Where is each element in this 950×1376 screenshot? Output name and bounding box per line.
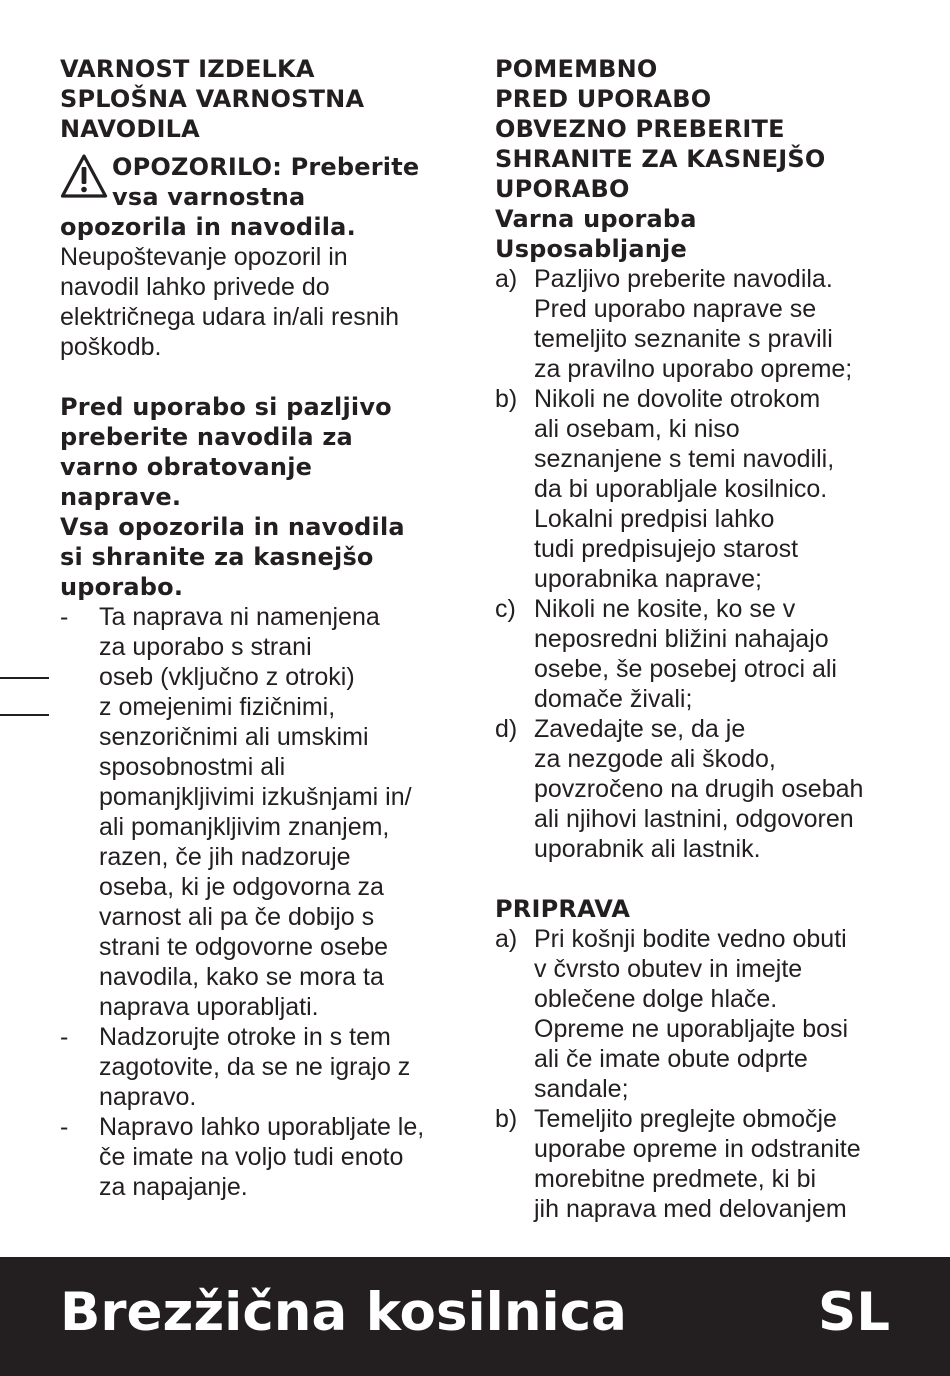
crop-mark-top [0,677,49,679]
important-heading: POMEMBNO PRED UPORABO OBVEZNO PREBERITE SHRANITE ZA KASNEJŠO UPORABO [495,55,826,203]
warning-title: OPOZORILO: Preberite [112,153,420,181]
preparation-heading: PRIPRAVA [495,895,631,923]
warning-block: OPOZORILO: Preberite vsa varnostna opozorila in navodila. Neupoštevanje opozoril in navodil lahko privede do električnega udara in/ali resnih poškodb. [60,152,455,362]
product-title: Brezžična kosilnica [60,1282,627,1343]
list-item: - Nadzorujte otroke in s tem zagotovite, da se ne igrajo z napravo. [60,1023,411,1111]
list-item: b) Nikoli ne dovolite otrokom ali osebam, ki niso seznanjene s temi navodili, da bi uporabljale kosilnico. Lokalni predpisi lahko tudi predpisujejo starost uporabnika naprave; [495,385,835,593]
right-column [495,54,900,1224]
left-column [60,54,455,1202]
list-item: c) Nikoli ne kosite, ko se v neposredni bližini nahajajo osebe, še posebej otroci ali domače živali; [495,595,837,713]
language-code: SL [818,1282,890,1343]
list-item: - Napravo lahko uporabljate le, če imate na voljo tudi enoto za napajanje. [60,1113,425,1201]
warning-triangle-icon [60,153,108,201]
list-item: b) Temeljito preglejte območje uporabe opreme in odstranite morebitne predmete, ki bi jih naprava med delovanjem [495,1105,861,1223]
crop-mark-bottom [0,714,49,716]
training-subheading: Varna uporaba Usposabljanje [495,205,697,263]
list-item: a) Pazljivo preberite navodila. Pred uporabo naprave se temeljito seznanite s pravili za pravilno uporabo opreme; [495,265,853,383]
read-instructions-notice: Pred uporabo si pazljivo preberite navodila za varno obratovanje naprave. Vsa opozorila in navodila si shranite za kasnejšo uporabo. [60,393,405,601]
list-item: d) Zavedajte se, da je za nezgode ali škodo, povzročeno na drugih osebah ali njihovi lastnini, odgovoren uporabnik ali lastnik. [495,715,864,863]
footer-bar [0,1257,950,1376]
safety-heading: VARNOST IZDELKA SPLOŠNA VARNOSTNA NAVODILA [60,55,365,143]
list-item: - Ta naprava ni namenjena za uporabo s strani oseb (vključno z otroki) z omejenimi fizičnimi, senzoričnimi ali umskimi sposobnostmi ali pomanjkljivimi izkušnjami in/ ali pomanjkljivim znanjem, razen, če jih nadzoruje oseba, ki je odgovorna za varnost ali pa če dobijo s strani te odgovorne osebe navodila, kako se mora ta naprava uporabljati. [60,603,412,1021]
list-item: a) Pri košnji bodite vedno obuti v čvrsto obutev in imejte oblečene dolge hlače. Opreme ne uporabljajte bosi ali če imate obute odprte sandale; [495,925,849,1103]
warning-text: Neupoštevanje opozoril in navodil lahko privede do električnega udara in/ali resnih poškodb. [60,243,400,361]
